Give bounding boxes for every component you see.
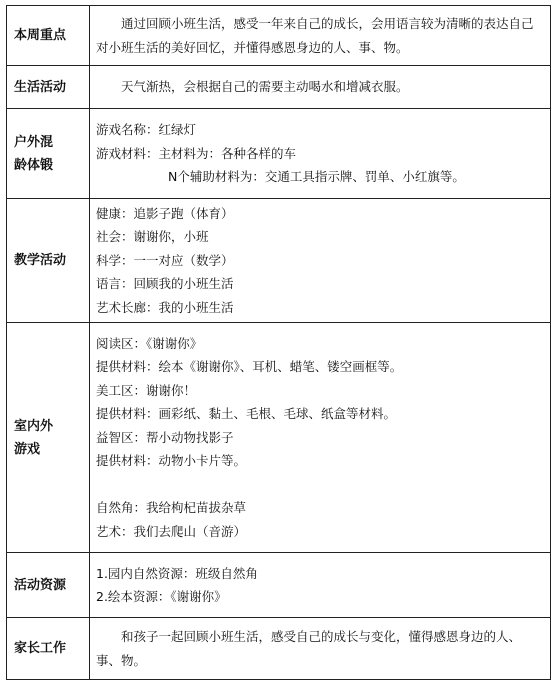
list-item: 1.园内自然资源：班级自然角 — [96, 565, 258, 581]
row-label-outdoor-exercise: 户外混龄体锻 — [7, 109, 90, 199]
weekly-focus-text: 通过回顾小班生活，感受一年来自己的成长，会用语言较为清晰的表达自己对小班生活的美好回忆，并懂得感恩身边的人、事、物。 — [96, 16, 534, 55]
row-content-resources — [90, 553, 551, 618]
row-content-weekly-focus — [90, 6, 551, 66]
table-row — [7, 618, 551, 680]
list-item: 健康：追影子跑（体育） — [96, 205, 234, 221]
row-content-parents — [90, 618, 551, 680]
list-item: 自然角：我给枸杞苗拔杂草 — [96, 500, 247, 516]
table-row — [7, 199, 551, 323]
row-label-resources: 活动资源 — [7, 553, 90, 618]
table-row — [7, 66, 551, 109]
list-item: 科学：一一对应（数学） — [96, 252, 234, 268]
row-label-weekly-focus: 本周重点 — [7, 6, 90, 66]
list-item: 游戏名称：红绿灯 — [96, 122, 197, 138]
list-item: 益智区：帮小动物找影子 — [96, 429, 234, 445]
list-item: 提供材料：动物小卡片等。 — [96, 453, 247, 469]
row-label-games: 室内外游戏 — [7, 323, 90, 553]
list-item: 2.绘本资源：《谢谢你》 — [96, 589, 227, 604]
parents-text: 和孩子一起回顾小班生活，感受自己的成长与变化，懂得感恩身边的人、事、物。 — [96, 629, 522, 668]
list-item: 提供材料：绘本《谢谢你》、耳机、蜡笔、镂空画框等。 — [96, 359, 403, 375]
table-row — [7, 6, 551, 66]
table-row — [7, 323, 551, 553]
list-item: N个辅助材料为：交通工具指示牌、罚单、小红旗等。 — [168, 169, 465, 185]
list-item: 游戏材料：主材料为：各种各样的车 — [96, 145, 297, 161]
list-item: 语言：回顾我的小班生活 — [96, 276, 234, 292]
weekly-plan-table — [6, 5, 551, 680]
list-item: 社会：谢谢你，小班 — [96, 229, 209, 245]
spacer — [96, 473, 544, 497]
list-item: 艺术：我们去爬山（音游） — [96, 523, 247, 539]
list-item: 艺术长廊：我的小班生活 — [96, 299, 234, 315]
list-item: 美工区：谢谢你！ — [96, 382, 197, 398]
row-label-parents: 家长工作 — [7, 618, 90, 680]
row-label-daily-life: 生活活动 — [7, 66, 90, 109]
row-content-outdoor-exercise — [90, 109, 551, 199]
row-content-teaching — [90, 199, 551, 323]
list-item: 阅读区：《谢谢你》 — [96, 335, 203, 351]
row-label-teaching: 教学活动 — [7, 199, 90, 323]
row-content-games — [90, 323, 551, 553]
row-content-daily-life — [90, 66, 551, 109]
table-row — [7, 109, 551, 199]
table-row — [7, 553, 551, 618]
daily-life-text: 天气渐热，会根据自己的需要主动喝水和增减衣服。 — [121, 79, 409, 95]
list-item: 提供材料：画彩纸、黏土、毛根、毛球、纸盒等材料。 — [96, 406, 397, 422]
